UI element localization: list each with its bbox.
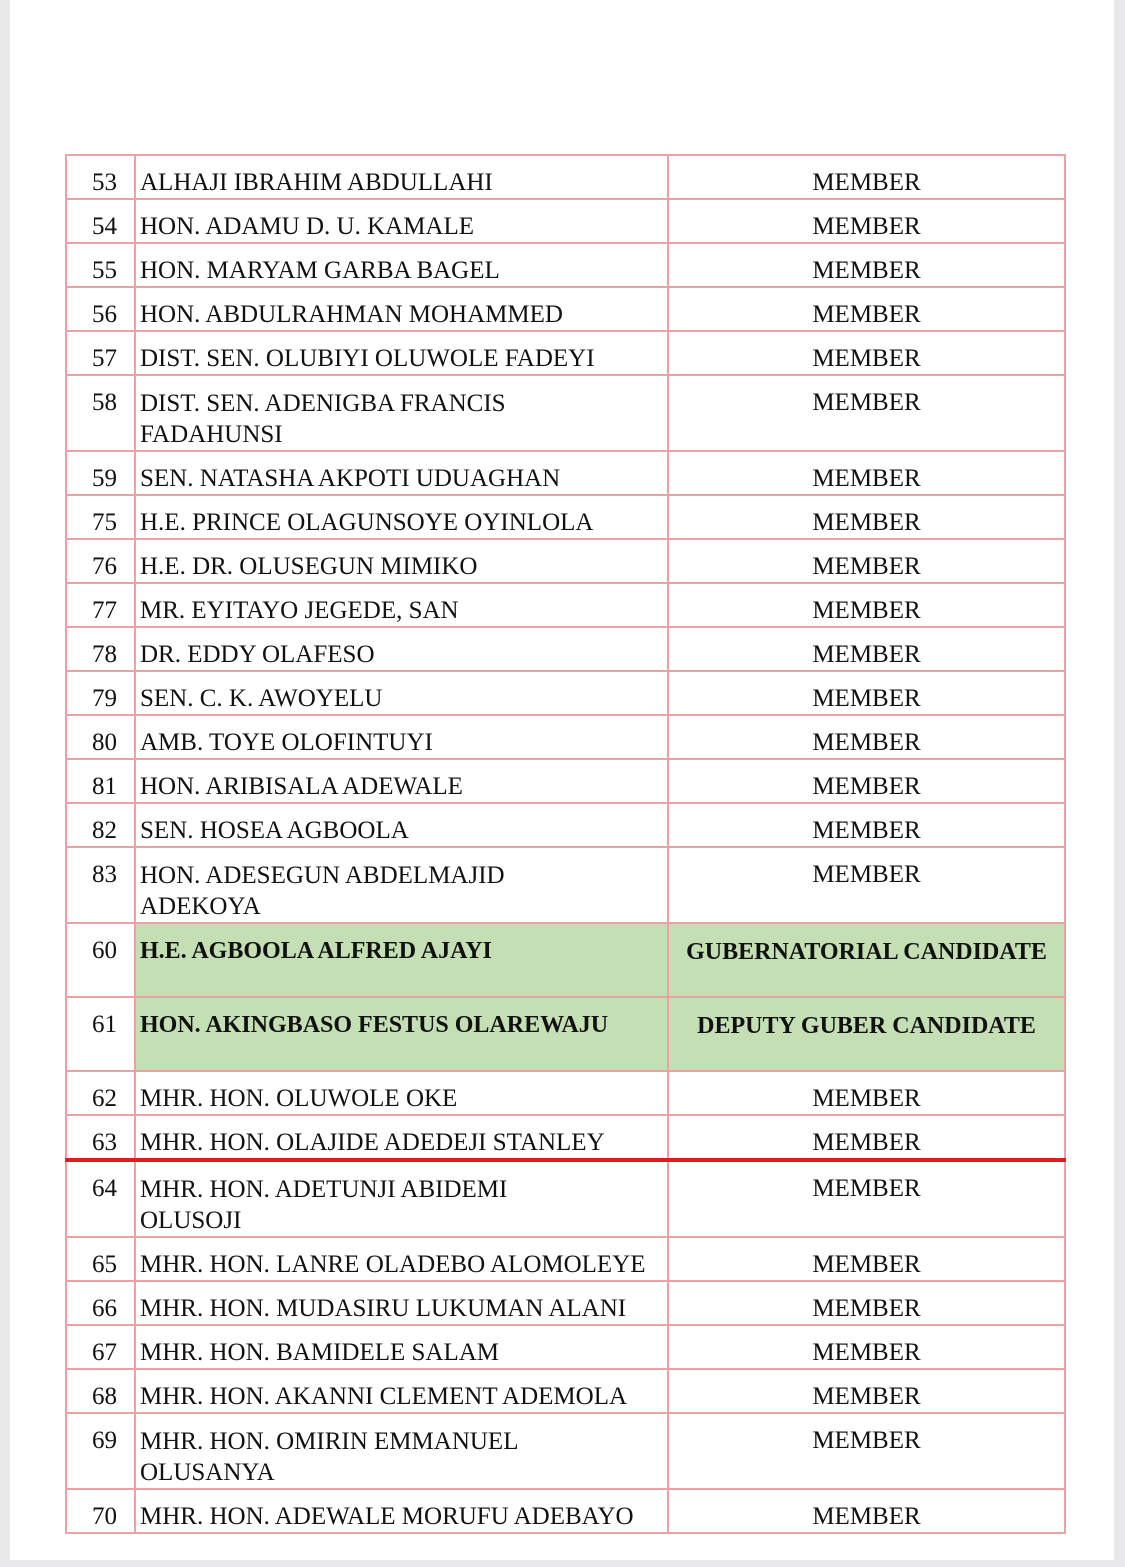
highlighted-row: [66, 997, 1065, 1071]
row-number: 60: [66, 923, 135, 997]
member-role: MEMBER: [668, 199, 1065, 243]
table-row: [66, 375, 1065, 451]
member-name: H.E. AGBOOLA ALFRED AJAYI: [135, 923, 668, 997]
table-row: [66, 1071, 1065, 1115]
member-name: MHR. HON. BAMIDELE SALAM: [135, 1325, 668, 1369]
table-row: [66, 1489, 1065, 1533]
member-name: MHR. HON. OLUWOLE OKE: [135, 1071, 668, 1115]
table-row: [66, 715, 1065, 759]
row-number: 80: [66, 715, 135, 759]
row-number: 66: [66, 1281, 135, 1325]
member-role: MEMBER: [668, 287, 1065, 331]
member-role: GUBERNATORIAL CANDIDATE: [668, 923, 1065, 997]
row-number: 65: [66, 1237, 135, 1281]
table-row: [66, 243, 1065, 287]
row-number: 81: [66, 759, 135, 803]
member-name: MHR. HON. OLAJIDE ADEDEJI STANLEY: [135, 1115, 668, 1160]
member-role: MEMBER: [668, 671, 1065, 715]
member-role: MEMBER: [668, 1115, 1065, 1160]
table-row: [66, 1281, 1065, 1325]
member-name: SEN. NATASHA AKPOTI UDUAGHAN: [135, 451, 668, 495]
table-row: [66, 495, 1065, 539]
member-table: [65, 154, 1066, 1534]
member-name: MHR. HON. AKANNI CLEMENT ADEMOLA: [135, 1369, 668, 1413]
member-role: MEMBER: [668, 715, 1065, 759]
member-name: MR. EYITAYO JEGEDE, SAN: [135, 583, 668, 627]
table-row: [66, 155, 1065, 199]
member-role: MEMBER: [668, 1325, 1065, 1369]
row-number: 70: [66, 1489, 135, 1533]
member-role: MEMBER: [668, 331, 1065, 375]
member-role: MEMBER: [668, 1489, 1065, 1533]
table-row: [66, 627, 1065, 671]
table-row: [66, 1237, 1065, 1281]
row-number: 83: [66, 847, 135, 923]
member-role: MEMBER: [668, 495, 1065, 539]
row-number: 67: [66, 1325, 135, 1369]
table-row: [66, 583, 1065, 627]
member-name: HON. ADAMU D. U. KAMALE: [135, 199, 668, 243]
member-name: AMB. TOYE OLOFINTUYI: [135, 715, 668, 759]
table-row: [66, 199, 1065, 243]
table-row: [66, 847, 1065, 923]
table-row: [66, 1369, 1065, 1413]
row-number: 61: [66, 997, 135, 1071]
member-role: MEMBER: [668, 627, 1065, 671]
member-role: MEMBER: [668, 803, 1065, 847]
table-row: [66, 331, 1065, 375]
row-number: 69: [66, 1413, 135, 1489]
member-name: ALHAJI IBRAHIM ABDULLAHI: [135, 155, 668, 199]
row-number: 77: [66, 583, 135, 627]
member-name: SEN. HOSEA AGBOOLA: [135, 803, 668, 847]
member-role: MEMBER: [668, 1237, 1065, 1281]
member-name: MHR. HON. OMIRIN EMMANUEL OLUSANYA: [135, 1413, 668, 1489]
row-number: 76: [66, 539, 135, 583]
row-number: 62: [66, 1071, 135, 1115]
member-name: HON. MARYAM GARBA BAGEL: [135, 243, 668, 287]
member-name: MHR. HON. MUDASIRU LUKUMAN ALANI: [135, 1281, 668, 1325]
member-role: MEMBER: [668, 1281, 1065, 1325]
row-number: 68: [66, 1369, 135, 1413]
member-role: MEMBER: [668, 583, 1065, 627]
member-role: MEMBER: [668, 539, 1065, 583]
table-row: [66, 451, 1065, 495]
table-row: [66, 1115, 1065, 1160]
table-row: [66, 1160, 1065, 1237]
member-name: MHR. HON. ADETUNJI ABIDEMI OLUSOJI: [135, 1160, 668, 1237]
member-name: DR. EDDY OLAFESO: [135, 627, 668, 671]
member-name: H.E. DR. OLUSEGUN MIMIKO: [135, 539, 668, 583]
member-role: MEMBER: [668, 847, 1065, 923]
row-number: 56: [66, 287, 135, 331]
document-page: [10, 0, 1114, 1560]
row-number: 75: [66, 495, 135, 539]
row-number: 82: [66, 803, 135, 847]
member-name: DIST. SEN. OLUBIYI OLUWOLE FADEYI: [135, 331, 668, 375]
member-role: MEMBER: [668, 1413, 1065, 1489]
row-number: 55: [66, 243, 135, 287]
row-number: 78: [66, 627, 135, 671]
member-name: SEN. C. K. AWOYELU: [135, 671, 668, 715]
member-role: MEMBER: [668, 759, 1065, 803]
row-number: 64: [66, 1160, 135, 1237]
member-name: HON. ADESEGUN ABDELMAJID ADEKOYA: [135, 847, 668, 923]
member-name: MHR. HON. LANRE OLADEBO ALOMOLEYE: [135, 1237, 668, 1281]
table-row: [66, 1413, 1065, 1489]
table-row: [66, 759, 1065, 803]
table-row: [66, 803, 1065, 847]
row-number: 58: [66, 375, 135, 451]
row-number: 53: [66, 155, 135, 199]
member-role: DEPUTY GUBER CANDIDATE: [668, 997, 1065, 1071]
row-number: 59: [66, 451, 135, 495]
member-name: HON. ABDULRAHMAN MOHAMMED: [135, 287, 668, 331]
member-name: HON. AKINGBASO FESTUS OLAREWAJU: [135, 997, 668, 1071]
row-number: 79: [66, 671, 135, 715]
member-role: MEMBER: [668, 1369, 1065, 1413]
table-row: [66, 1325, 1065, 1369]
row-number: 57: [66, 331, 135, 375]
member-name: HON. ARIBISALA ADEWALE: [135, 759, 668, 803]
row-number: 63: [66, 1115, 135, 1160]
member-name: H.E. PRINCE OLAGUNSOYE OYINLOLA: [135, 495, 668, 539]
highlighted-row: [66, 923, 1065, 997]
member-role: MEMBER: [668, 1071, 1065, 1115]
table-row: [66, 287, 1065, 331]
member-name: DIST. SEN. ADENIGBA FRANCIS FADAHUNSI: [135, 375, 668, 451]
member-role: MEMBER: [668, 375, 1065, 451]
member-role: MEMBER: [668, 243, 1065, 287]
row-number: 54: [66, 199, 135, 243]
member-role: MEMBER: [668, 155, 1065, 199]
table-row: [66, 539, 1065, 583]
member-role: MEMBER: [668, 451, 1065, 495]
table-row: [66, 671, 1065, 715]
member-role: MEMBER: [668, 1160, 1065, 1237]
member-name: MHR. HON. ADEWALE MORUFU ADEBAYO: [135, 1489, 668, 1533]
